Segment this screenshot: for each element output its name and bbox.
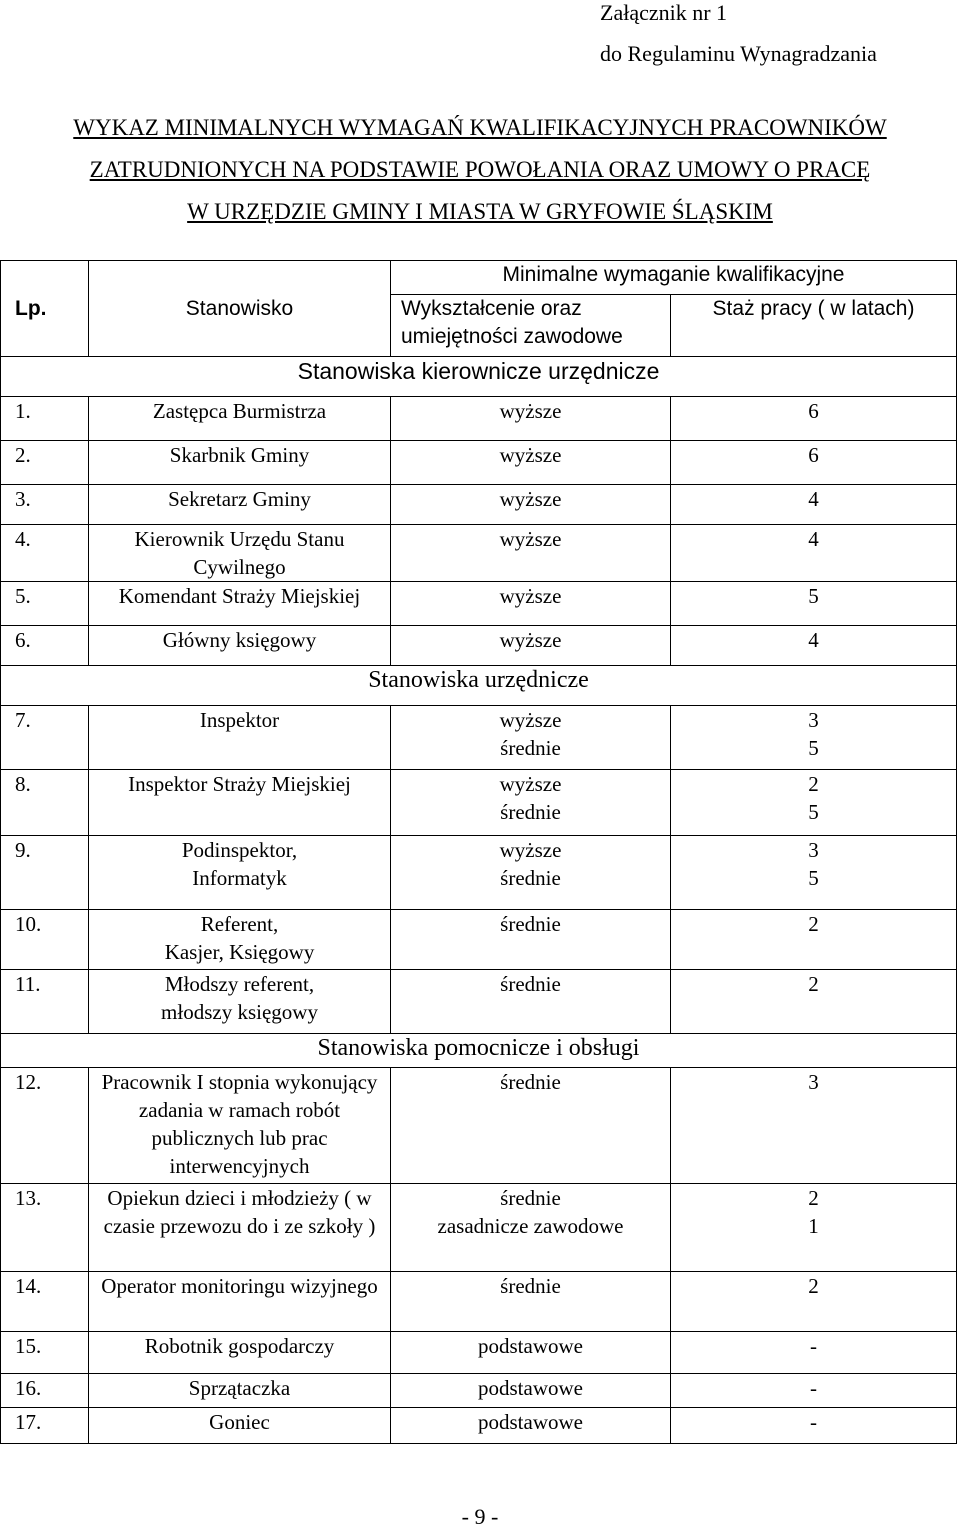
row-position: Inspektor xyxy=(89,706,391,770)
row-education: wyższe średnie xyxy=(391,706,671,770)
row-lp: 12. xyxy=(1,1068,89,1184)
header-experience: Staż pracy ( w latach) xyxy=(671,295,957,357)
table-row xyxy=(1,1272,957,1332)
document-title-line-2: ZATRUDNIONYCH NA PODSTAWIE POWOŁANIA ORAZ UMOWY O PRACĘ xyxy=(89,157,871,182)
table-row xyxy=(1,836,957,910)
row-position: Opiekun dzieci i młodzieży ( w czasie przewozu do i ze szkoły ) xyxy=(89,1184,391,1272)
section-title: Stanowiska kierownicze urzędnicze xyxy=(1,357,957,397)
table-row xyxy=(1,1408,957,1444)
row-education: wyższe xyxy=(391,485,671,525)
row-lp: 8. xyxy=(1,770,89,836)
row-experience: 4 xyxy=(671,525,957,582)
row-experience: - xyxy=(671,1374,957,1408)
row-lp: 11. xyxy=(1,970,89,1034)
row-position: Referent, Kasjer, Księgowy xyxy=(89,910,391,970)
row-lp: 15. xyxy=(1,1332,89,1374)
row-position: Inspektor Straży Miejskiej xyxy=(89,770,391,836)
row-education: wyższe średnie xyxy=(391,836,671,910)
annex-reference: do Regulaminu Wynagradzania xyxy=(600,41,877,66)
row-position: Sprzątaczka xyxy=(89,1374,391,1408)
header-lp: Lp. xyxy=(1,261,89,357)
table-row xyxy=(1,441,957,485)
row-lp: 5. xyxy=(1,582,89,626)
row-position: Robotnik gospodarczy xyxy=(89,1332,391,1374)
table-row xyxy=(1,706,957,770)
page-number: - 9 - xyxy=(461,1504,499,1529)
row-lp: 6. xyxy=(1,626,89,666)
row-position: Podinspektor, Informatyk xyxy=(89,836,391,910)
row-lp: 1. xyxy=(1,397,89,441)
row-education: wyższe xyxy=(391,397,671,441)
row-lp: 16. xyxy=(1,1374,89,1408)
table-row xyxy=(1,1332,957,1374)
row-position: Sekretarz Gminy xyxy=(89,485,391,525)
row-experience: 4 xyxy=(671,626,957,666)
row-lp: 10. xyxy=(1,910,89,970)
row-education: średnie xyxy=(391,970,671,1034)
row-education: podstawowe xyxy=(391,1374,671,1408)
section-title: Stanowiska pomocnicze i obsługi xyxy=(1,1034,957,1068)
table-row xyxy=(1,626,957,666)
row-experience: - xyxy=(671,1408,957,1444)
table-row xyxy=(1,1068,957,1184)
row-experience: 2 1 xyxy=(671,1184,957,1272)
table-row xyxy=(1,1374,957,1408)
row-position: Komendant Straży Miejskiej xyxy=(89,582,391,626)
row-lp: 7. xyxy=(1,706,89,770)
row-experience: - xyxy=(671,1332,957,1374)
row-experience: 6 xyxy=(671,441,957,485)
row-education: średnie zasadnicze zawodowe xyxy=(391,1184,671,1272)
table-row xyxy=(1,970,957,1034)
row-education: wyższe xyxy=(391,525,671,582)
row-lp: 9. xyxy=(1,836,89,910)
table-row xyxy=(1,1184,957,1272)
header-position: Stanowisko xyxy=(89,261,391,357)
row-education: średnie xyxy=(391,1272,671,1332)
table-row xyxy=(1,770,957,836)
row-lp: 14. xyxy=(1,1272,89,1332)
row-position: Zastępca Burmistrza xyxy=(89,397,391,441)
row-position: Pracownik I stopnia wykonujący zadania w ramach robót publicznych lub prac interwencyjnych xyxy=(89,1068,391,1184)
row-experience: 5 xyxy=(671,582,957,626)
header-education: Wykształcenie oraz umiejętności zawodowe xyxy=(391,295,671,357)
row-position: Skarbnik Gminy xyxy=(89,441,391,485)
row-lp: 3. xyxy=(1,485,89,525)
row-position: Operator monitoringu wizyjnego xyxy=(89,1272,391,1332)
table-row xyxy=(1,525,957,582)
row-experience: 6 xyxy=(671,397,957,441)
table-row xyxy=(1,397,957,441)
row-position: Goniec xyxy=(89,1408,391,1444)
table-row xyxy=(1,485,957,525)
row-experience: 3 5 xyxy=(671,706,957,770)
row-experience: 2 5 xyxy=(671,770,957,836)
annex-number: Załącznik nr 1 xyxy=(600,0,728,25)
row-experience: 2 xyxy=(671,970,957,1034)
row-education: średnie xyxy=(391,910,671,970)
header-min-requirements: Minimalne wymaganie kwalifikacyjne xyxy=(391,261,957,295)
row-education: podstawowe xyxy=(391,1332,671,1374)
row-lp: 4. xyxy=(1,525,89,582)
row-experience: 3 5 xyxy=(671,836,957,910)
row-education: podstawowe xyxy=(391,1408,671,1444)
qualifications-table xyxy=(0,260,957,1444)
section-title: Stanowiska urzędnicze xyxy=(1,666,957,706)
row-lp: 13. xyxy=(1,1184,89,1272)
row-position: Główny księgowy xyxy=(89,626,391,666)
row-experience: 2 xyxy=(671,1272,957,1332)
row-lp: 17. xyxy=(1,1408,89,1444)
row-education: wyższe xyxy=(391,582,671,626)
row-lp: 2. xyxy=(1,441,89,485)
row-education: wyższe xyxy=(391,626,671,666)
row-experience: 2 xyxy=(671,910,957,970)
table-row xyxy=(1,582,957,626)
document-title-line-1: WYKAZ MINIMALNYCH WYMAGAŃ KWALIFIKACYJNYCH PRACOWNIKÓW xyxy=(73,115,887,140)
row-position: Kierownik Urzędu Stanu Cywilnego xyxy=(89,525,391,582)
table-row xyxy=(1,910,957,970)
row-experience: 3 xyxy=(671,1068,957,1184)
row-experience: 4 xyxy=(671,485,957,525)
row-position: Młodszy referent, młodszy księgowy xyxy=(89,970,391,1034)
row-education: średnie xyxy=(391,1068,671,1184)
row-education: wyższe średnie xyxy=(391,770,671,836)
row-education: wyższe xyxy=(391,441,671,485)
document-title-line-3: W URZĘDZIE GMINY I MIASTA W GRYFOWIE ŚLĄSKIM xyxy=(187,199,773,224)
